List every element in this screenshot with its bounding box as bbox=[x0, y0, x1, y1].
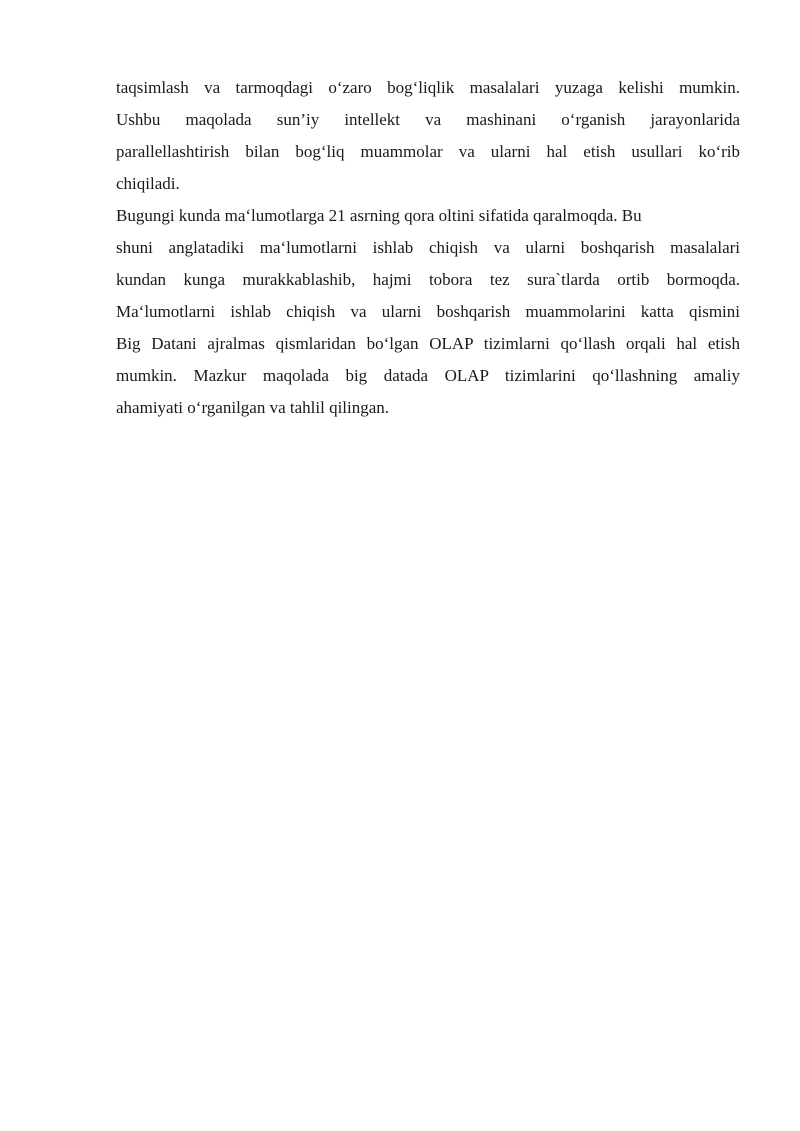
text-line: kundan kunga murakkablashib, hajmi tobora tez sura`tlarda ortib bormoqda. bbox=[116, 270, 740, 289]
text-line: Ma‘lumotlarni ishlab chiqish va ularni boshqarish muammolarini katta qismini bbox=[116, 302, 740, 321]
text-line: Big Datani ajralmas qismlaridan bo‘lgan OLAP tizimlarni qo‘llash orqali hal etish bbox=[116, 334, 740, 353]
text-line: shuni anglatadiki ma‘lumotlarni ishlab chiqish va ularni boshqarish masalalari bbox=[116, 238, 740, 257]
text-line: Bugungi kunda ma‘lumotlarga 21 asrning qora oltini sifatida qaralmoqda. Bu bbox=[116, 206, 642, 225]
body-text bbox=[116, 72, 740, 424]
text-line: chiqiladi. bbox=[116, 174, 180, 193]
text-line: ahamiyati o‘rganilgan va tahlil qilingan. bbox=[116, 398, 390, 417]
paragraph-2 bbox=[116, 200, 740, 424]
text-line: mumkin. Mazkur maqolada big datada OLAP tizimlarini qo‘llashning amaliy bbox=[116, 366, 740, 385]
paragraph-1 bbox=[116, 72, 740, 200]
text-line: parallellashtirish bilan bog‘liq muammolar va ularni hal etish usullari ko‘rib bbox=[116, 142, 740, 161]
text-line: taqsimlash va tarmoqdagi o‘zaro bog‘liqlik masalalari yuzaga kelishi mumkin. bbox=[116, 78, 740, 97]
text-line: Ushbu maqolada sun’iy intellekt va mashinani o‘rganish jarayonlarida bbox=[116, 110, 740, 129]
